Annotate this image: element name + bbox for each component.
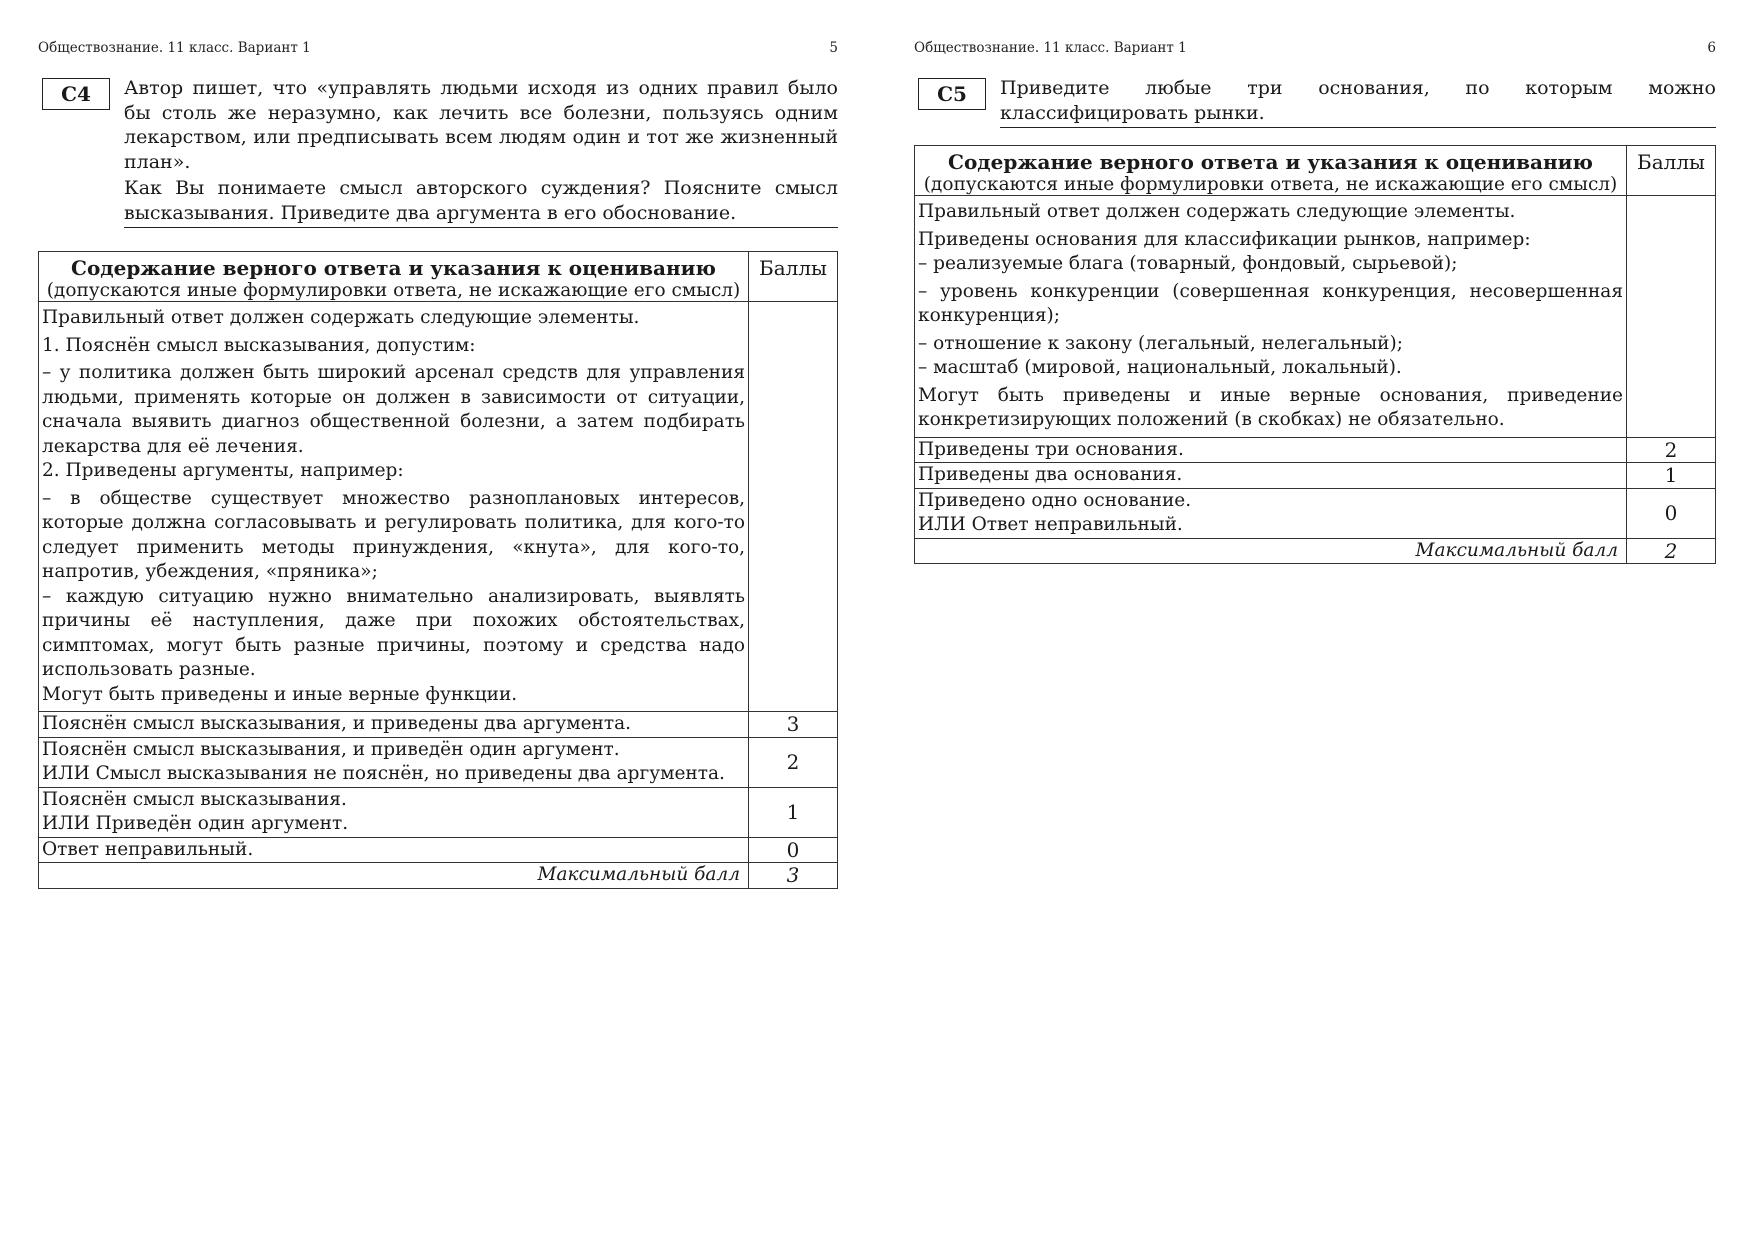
criteria-points: 3 bbox=[749, 712, 838, 738]
criteria-row bbox=[39, 787, 838, 837]
content-line: 2. Приведены аргументы, например: bbox=[42, 460, 404, 481]
criteria-text bbox=[915, 488, 1627, 538]
content-line: – в обществе существует множество разноплановых интересов, которые должна согласовывать и регулировать политика, для кого-то следует применить методы принуждения, «кнута», для кого-то, напротив, убеждения, «пряника»; bbox=[42, 487, 745, 582]
points-header: Баллы bbox=[1627, 146, 1716, 196]
criteria-points: 2 bbox=[1627, 437, 1716, 463]
content-line: Могут быть приведены и иные верные функции. bbox=[42, 683, 518, 705]
criteria-points: 1 bbox=[1627, 463, 1716, 489]
task-code-badge: С4 bbox=[42, 78, 110, 110]
page-6 bbox=[914, 0, 1716, 1239]
max-score-label: Максимальный балл bbox=[915, 538, 1627, 564]
content-line: 1. Пояснён смысл высказывания, допустим: bbox=[42, 334, 476, 356]
task-code-badge: С5 bbox=[918, 78, 986, 110]
content-line: – каждую ситуацию нужно внимательно анализировать, выявлять причины её наступления, даже при похожих обстоятельствах, симптомах, могут быть разные причины, поэтому и средства надо использовать разные. bbox=[42, 585, 745, 680]
criteria-text bbox=[915, 437, 1627, 463]
criteria-line: ИЛИ Ответ неправильный. bbox=[918, 514, 1183, 535]
criteria-line: Приведены три основания. bbox=[918, 438, 1184, 460]
empty-points-cell bbox=[749, 302, 838, 712]
table-header-row bbox=[915, 146, 1716, 196]
criteria-text bbox=[915, 463, 1627, 489]
criteria-row bbox=[39, 737, 838, 787]
header-subtitle: (допускаются иные формулировки ответа, не искажающие его смысл) bbox=[923, 174, 1618, 195]
page-number: 5 bbox=[829, 40, 838, 56]
criteria-points: 1 bbox=[749, 787, 838, 837]
content-line: – уровень конкуренции (совершенная конкуренция, несовершенная конкуренция); bbox=[918, 280, 1623, 326]
running-header bbox=[38, 40, 838, 60]
content-line: Правильный ответ должен содержать следующие элементы. bbox=[42, 307, 640, 328]
content-line: – отношение к закону (легальный, нелегальный); bbox=[918, 332, 1403, 354]
content-line: – у политика должен быть широкий арсенал средств для управления людьми, применять которые он должен в зависимости от ситуации, сначала выявить диагноз общественной болезни, а затем подбирать лекарства для её лечения. bbox=[42, 362, 745, 457]
page-number: 6 bbox=[1707, 40, 1716, 56]
answer-content-row bbox=[915, 196, 1716, 438]
criteria-text bbox=[39, 737, 749, 787]
content-line: Правильный ответ должен содержать следующие элементы. bbox=[918, 201, 1516, 222]
criteria-line: Пояснён смысл высказывания, и приведён один аргумент. bbox=[42, 738, 620, 760]
criteria-line: Приведены два основания. bbox=[918, 464, 1183, 485]
content-line: – реализуемые блага (товарный, фондовый, сырьевой); bbox=[918, 253, 1458, 274]
task-text bbox=[124, 76, 838, 228]
criteria-line: ИЛИ Смысл высказывания не пояснён, но приведены два аргумента. bbox=[42, 763, 725, 784]
criteria-line: Ответ неправильный. bbox=[42, 838, 254, 860]
content-line: Могут быть приведены и иные верные основания, приведение конкретизирующих положений (в скобках) не обязательно. bbox=[918, 384, 1623, 430]
header-title: Обществознание. 11 класс. Вариант 1 bbox=[38, 40, 311, 56]
max-score-value: 2 bbox=[1627, 538, 1716, 564]
criteria-row bbox=[39, 837, 838, 863]
criteria-line: Пояснён смысл высказывания, и приведены два аргумента. bbox=[42, 713, 632, 734]
answer-content-row bbox=[39, 302, 838, 712]
table-header-row bbox=[39, 252, 838, 302]
header-title: Содержание верного ответа и указания к оцениванию bbox=[71, 256, 716, 280]
criteria-points: 0 bbox=[749, 837, 838, 863]
task-text bbox=[1000, 76, 1716, 128]
criteria-line: Пояснён смысл высказывания. bbox=[42, 788, 347, 810]
task-paragraph: Приведите любые три основания, по которым можно классифицировать рынки. bbox=[1000, 77, 1716, 124]
criteria-text bbox=[39, 712, 749, 738]
header-content-cell bbox=[915, 146, 1627, 196]
scoring-table-c4 bbox=[38, 251, 838, 889]
max-score-row bbox=[39, 863, 838, 889]
criteria-row bbox=[39, 712, 838, 738]
criteria-line: ИЛИ Приведён один аргумент. bbox=[42, 813, 349, 834]
answer-content-cell bbox=[915, 196, 1627, 438]
header-title: Содержание верного ответа и указания к оцениванию bbox=[948, 150, 1593, 174]
criteria-text bbox=[39, 787, 749, 837]
criteria-row bbox=[915, 488, 1716, 538]
criteria-line: Приведено одно основание. bbox=[918, 489, 1192, 511]
content-line: – масштаб (мировой, национальный, локальный). bbox=[918, 357, 1402, 378]
max-score-label: Максимальный балл bbox=[39, 863, 749, 889]
answer-content-cell bbox=[39, 302, 749, 712]
max-score-value: 3 bbox=[749, 863, 838, 889]
content-line: Приведены основания для классификации рынков, например: bbox=[918, 228, 1531, 250]
points-header: Баллы bbox=[749, 252, 838, 302]
task-c5 bbox=[914, 76, 1716, 128]
page-5 bbox=[38, 0, 838, 1239]
task-paragraph: Как Вы понимаете смысл авторского суждения? Поясните смысл высказывания. Приведите два аргумента в его обоснование. bbox=[124, 177, 838, 224]
max-score-row bbox=[915, 538, 1716, 564]
criteria-points: 0 bbox=[1627, 488, 1716, 538]
header-title: Обществознание. 11 класс. Вариант 1 bbox=[914, 40, 1187, 56]
task-paragraph: Автор пишет, что «управлять людьми исходя из одних правил было бы столь же неразумно, как лечить все болезни, пользуясь одним лекарством, или предписывать всем людям один и тот же жизненный план». bbox=[124, 77, 838, 173]
criteria-row bbox=[915, 463, 1716, 489]
task-c4 bbox=[38, 76, 838, 228]
running-header bbox=[914, 40, 1716, 60]
criteria-points: 2 bbox=[749, 737, 838, 787]
scoring-table-c5 bbox=[914, 145, 1716, 564]
header-subtitle: (допускаются иные формулировки ответа, не искажающие его смысл) bbox=[46, 280, 741, 301]
criteria-row bbox=[915, 437, 1716, 463]
criteria-text bbox=[39, 837, 749, 863]
empty-points-cell bbox=[1627, 196, 1716, 438]
header-content-cell bbox=[39, 252, 749, 302]
